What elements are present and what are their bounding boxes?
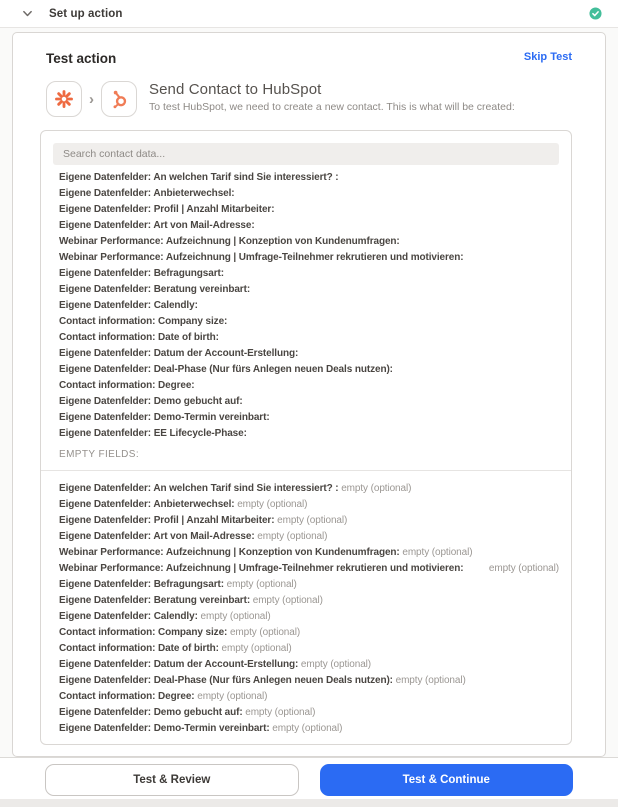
- contact-field-row: Contact information: Degree:: [59, 380, 195, 391]
- empty-field-row: Eigene Datenfelder: Profil | Anzahl Mitarbeiter: empty (optional): [59, 515, 348, 526]
- action-subtitle: To test HubSpot, we need to create a new contact. This is what will be created:: [149, 101, 515, 113]
- bottom-strip: [0, 799, 618, 807]
- contact-field-row: Eigene Datenfelder: Calendly:: [59, 300, 198, 311]
- contact-field-row: Contact information: Company size:: [59, 316, 228, 327]
- hubspot-app-icon: [101, 81, 137, 117]
- contact-field-row: Eigene Datenfelder: EE Lifecycle-Phase:: [59, 428, 247, 439]
- empty-field-row: Eigene Datenfelder: Datum der Account-Erstellung: empty (optional): [59, 659, 372, 670]
- empty-field-row: Eigene Datenfelder: Demo gebucht auf: empty (optional): [59, 707, 316, 718]
- empty-field-row: Eigene Datenfelder: Beratung vereinbart: empty (optional): [59, 595, 323, 606]
- check-circle-icon: [589, 7, 602, 20]
- contact-field-row: Eigene Datenfelder: Art von Mail-Adresse:: [59, 220, 255, 231]
- empty-field-row: Webinar Performance: Aufzeichnung | Umfrage-Teilnehmer rekrutieren und motivieren: empty (optional): [59, 563, 559, 574]
- empty-field-row: Contact information: Degree: empty (optional): [59, 691, 268, 702]
- empty-fields-list[interactable]: [41, 471, 571, 737]
- action-title: Send Contact to HubSpot: [149, 81, 322, 98]
- contact-field-row: Eigene Datenfelder: Demo gebucht auf:: [59, 396, 243, 407]
- setup-action-header[interactable]: [0, 0, 618, 28]
- empty-field-row: Eigene Datenfelder: Demo-Termin vereinbart: empty (optional): [59, 723, 343, 734]
- test-action-card: [12, 32, 606, 757]
- skip-test-link[interactable]: Skip Test: [523, 51, 572, 63]
- chevron-right-icon: ›: [89, 90, 94, 108]
- contact-field-row: Eigene Datenfelder: Beratung vereinbart:: [59, 284, 251, 295]
- empty-field-row: Eigene Datenfelder: Befragungsart: empty (optional): [59, 579, 297, 590]
- contact-field-row: Eigene Datenfelder: Datum der Account-Erstellung:: [59, 348, 299, 359]
- contact-field-row: Eigene Datenfelder: Deal-Phase (Nur fürs Anlegen neuen Deals nutzen):: [59, 364, 393, 375]
- empty-field-row: Eigene Datenfelder: Art von Mail-Adresse: empty (optional): [59, 531, 328, 542]
- contact-field-row: Webinar Performance: Aufzeichnung | Konzeption von Kundenumfragen:: [59, 236, 400, 247]
- empty-field-row: Contact information: Company size: empty (optional): [59, 627, 301, 638]
- contact-fields-list[interactable]: [41, 165, 571, 439]
- search-bar: [41, 131, 571, 165]
- contact-preview-panel: [40, 130, 572, 745]
- empty-fields-label: EMPTY FIELDS:: [59, 449, 140, 460]
- card-header: [13, 33, 605, 66]
- action-summary: [13, 66, 605, 117]
- footer-bar: [0, 757, 618, 799]
- contact-field-row: Eigene Datenfelder: An welchen Tarif sind Sie interessiert? :: [59, 172, 339, 183]
- empty-field-row: Eigene Datenfelder: Deal-Phase (Nur fürs Anlegen neuen Deals nutzen): empty (optional): [59, 675, 466, 686]
- empty-field-row: Webinar Performance: Aufzeichnung | Konzeption von Kundenumfragen: empty (optional): [59, 547, 473, 558]
- contact-field-row: Eigene Datenfelder: Demo-Termin vereinbart:: [59, 412, 270, 423]
- contact-field-row: Eigene Datenfelder: Anbieterwechsel:: [59, 188, 235, 199]
- setup-action-title: Set up action: [49, 7, 123, 20]
- source-app-icon: [46, 81, 82, 117]
- contact-field-row: Contact information: Date of birth:: [59, 332, 219, 343]
- test-continue-button[interactable]: Test & Continue: [320, 764, 574, 796]
- contact-field-row: Eigene Datenfelder: Befragungsart:: [59, 268, 224, 279]
- empty-field-row: Eigene Datenfelder: An welchen Tarif sind Sie interessiert? : empty (optional): [59, 483, 412, 494]
- empty-field-row: Eigene Datenfelder: Anbieterwechsel: empty (optional): [59, 499, 308, 510]
- contact-field-row: Eigene Datenfelder: Profil | Anzahl Mitarbeiter:: [59, 204, 275, 215]
- chevron-down-icon[interactable]: [22, 8, 34, 20]
- test-review-button[interactable]: Test & Review: [45, 764, 299, 796]
- empty-field-row: Contact information: Date of birth: empty (optional): [59, 643, 292, 654]
- search-input[interactable]: [53, 143, 559, 165]
- empty-field-row: Eigene Datenfelder: Calendly: empty (optional): [59, 611, 271, 622]
- page-title: Test action: [46, 51, 117, 66]
- contact-field-row: Webinar Performance: Aufzeichnung | Umfrage-Teilnehmer rekrutieren und motivieren:: [59, 252, 464, 263]
